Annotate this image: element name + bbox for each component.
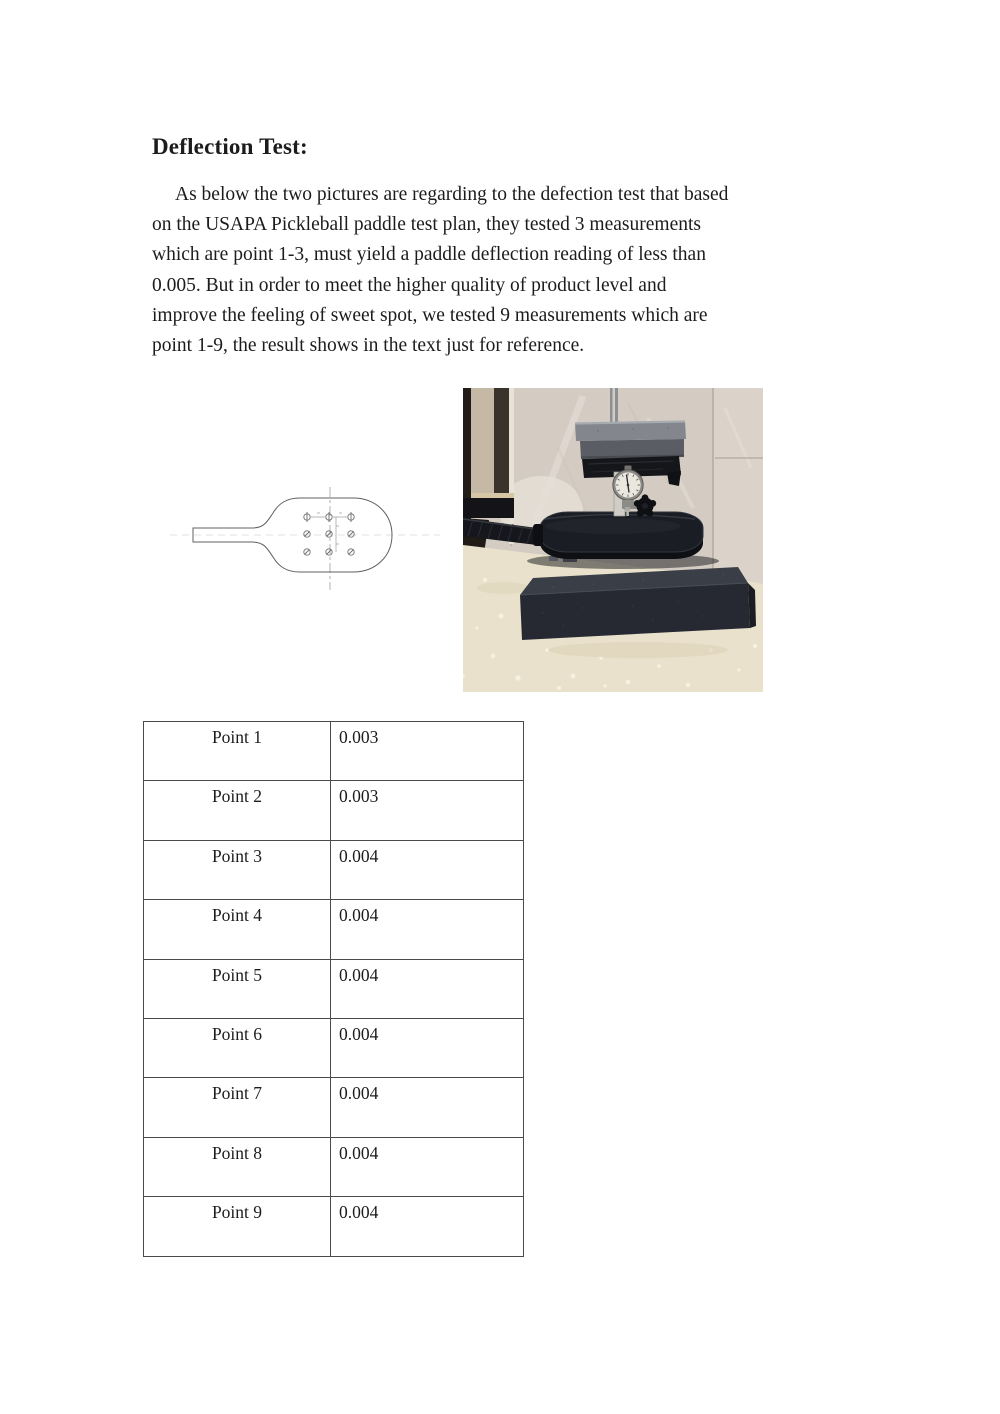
table-row bbox=[144, 1018, 524, 1077]
table-row bbox=[144, 1137, 524, 1196]
page-title: Deflection Test: bbox=[152, 134, 308, 159]
table-row bbox=[144, 1078, 524, 1137]
value-cell: 0.004 bbox=[331, 1197, 524, 1256]
point-label-cell: Point 7 bbox=[144, 1078, 331, 1137]
point-label-cell: Point 3 bbox=[144, 840, 331, 899]
paragraph-line: which are point 1-3, must yield a paddle deflection reading of less than bbox=[152, 244, 706, 266]
table-row bbox=[144, 840, 524, 899]
point-label-cell: Point 4 bbox=[144, 900, 331, 959]
point-label-cell: Point 9 bbox=[144, 1197, 331, 1256]
value-cell: 0.004 bbox=[331, 840, 524, 899]
paragraph-line: As below the two pictures are regarding to the defection test that based bbox=[175, 184, 729, 205]
value-cell: 0.004 bbox=[331, 900, 524, 959]
value-cell: 0.003 bbox=[331, 781, 524, 840]
granite-plate bbox=[520, 567, 756, 640]
paragraph-line: point 1-9, the result shows in the text just for reference. bbox=[152, 334, 585, 356]
table-row bbox=[144, 959, 524, 1018]
table-row bbox=[144, 1197, 524, 1256]
value-cell: 0.004 bbox=[331, 1078, 524, 1137]
stand-rod bbox=[610, 388, 618, 426]
value-cell: 0.004 bbox=[331, 959, 524, 1018]
deflection-results-table bbox=[143, 721, 524, 1257]
point-label-cell: Point 1 bbox=[144, 722, 331, 781]
paragraph-line: improve the feeling of sweet spot, we tested 9 measurements which are bbox=[152, 304, 708, 326]
deflection-apparatus-photo bbox=[463, 388, 763, 692]
value-cell: 0.004 bbox=[331, 1137, 524, 1196]
table-row bbox=[144, 900, 524, 959]
paragraph-line: 0.005. But in order to meet the higher quality of product level and bbox=[152, 274, 667, 296]
point-label-cell: Point 6 bbox=[144, 1018, 331, 1077]
paddle-drawing-figure bbox=[165, 450, 450, 600]
body-paragraph bbox=[152, 180, 728, 361]
paragraph-line: on the USAPA Pickleball paddle test plan, they tested 3 measurements bbox=[152, 214, 701, 236]
point-label-cell: Point 2 bbox=[144, 781, 331, 840]
table-row bbox=[144, 722, 524, 781]
point-label-cell: Point 5 bbox=[144, 959, 331, 1018]
table-row bbox=[144, 781, 524, 840]
value-cell: 0.004 bbox=[331, 1018, 524, 1077]
value-cell: 0.003 bbox=[331, 722, 524, 781]
point-label-cell: Point 8 bbox=[144, 1137, 331, 1196]
dial-stem bbox=[626, 510, 629, 516]
measurement-points-grid bbox=[304, 512, 354, 555]
